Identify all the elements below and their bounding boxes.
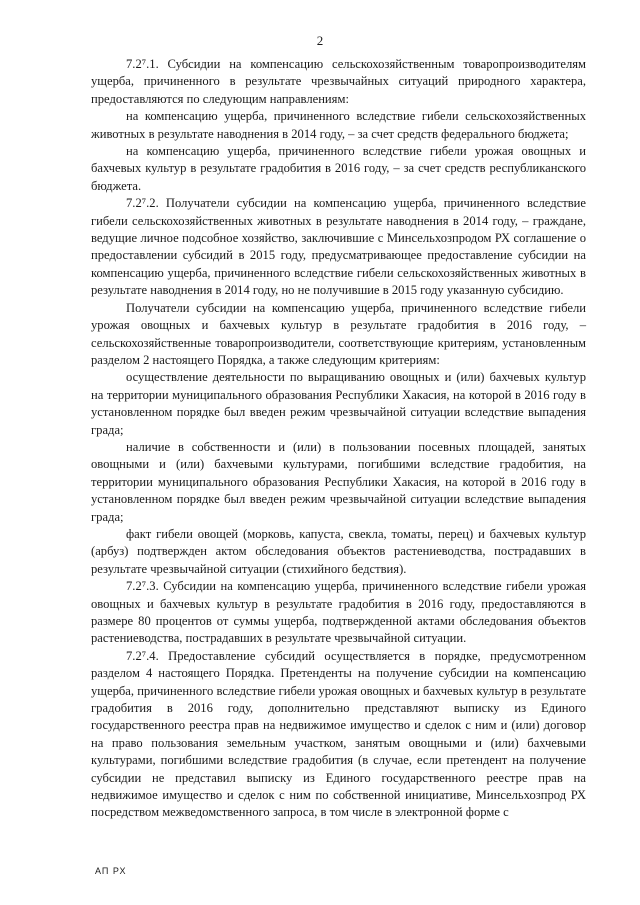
paragraph-7-2-7-3-amount: 7.2⁷.3. Субсидии на компенсацию ущерба, причиненного вследствие гибели урожая овощных и бахчевых культур в результате градобития в 2016 году, предоставляются в размере 80 процентов от суммы ущерба, подтвержденной актами обследования объектов растениеводства, пострадавших в результате чрезвычайной ситуации. [91,579,586,646]
paragraph-7-2-7-1-intro: 7.2⁷.1. Субсидии на компенсацию сельскохозяйственным товаропроизводителям ущерба, причиненного в результате чрезвычайных ситуаций природного характера, предоставляются по следующим направлениям: [91,57,586,106]
footer-mark: АП РХ [95,866,127,876]
paragraph-criterion-loss-fact: факт гибели овощей (морковь, капуста, свекла, томаты, перец) и бахчевых культур (арбуз) подтвержден актом обследования объектов растениеводства, пострадавших в результате чрезвычайной ситуации (стихийного бедствия). [91,526,586,576]
paragraph-criterion-activity: осуществление деятельности по выращиванию овощных и (или) бахчевых культур на территории муниципального образования Республики Хакасия, на которой в 2016 году в установленном порядке был введен режим чрезвычайной ситуации вследствие выпадения града; [91,370,586,437]
paragraph-direction-crops: на компенсацию ущерба, причиненного вследствие гибели урожая овощных и бахчевых культур в результате градобития в 2016 году, – за счет средств республиканского бюджета. [91,144,586,193]
paragraph-7-2-7-2-recipients: 7.2⁷.2. Получатели субсидии на компенсацию ущерба, причиненного вследствие гибели сельскохозяйственных животных в результате наводнения в 2014 году, – граждане, ведущие личное подсобное хозяйство, заключившие с Минсельхозпродом РХ соглашение о предоставлении субсидий в 2015 году, предусматривающее предоставление субсидии на компенсацию ущерба, причиненного вследствие гибели сельскохозяйственных животных в результате наводнения в 2014 году, но не получившие в 2015 году указанную субсидию. [91,196,586,298]
paragraph-recipients-crops: Получатели субсидии на компенсацию ущерба, причиненного вследствие гибели урожая овощных и бахчевых культур в результате градобития в 2016 году, – сельскохозяйственные товаропроизводители, соответствующие критериям, установленным разделом 2 настоящего Порядка, а также следующим критериям: [91,300,586,367]
document-body [91,56,586,822]
paragraph-direction-animals: на компенсацию ущерба, причиненного вследствие гибели сельскохозяйственных животных в результате наводнения в 2014 году, – за счет средств федерального бюджета; [91,109,586,141]
paragraph-7-2-7-4-procedure: 7.2⁷.4. Предоставление субсидий осуществляется в порядке, предусмотренном разделом 4 настоящего Порядка. Претенденты на получение субсидии на компенсацию ущерба, причиненного вследствие гибели урожая овощных и бахчевых культур в результате градобития в 2016 году, дополнительно представляют выписку из Единого государственного реестра прав на недвижимое имущество и сделок с ним и (или) договор на право пользования земельным участком, занятым овощными и (или) бахчевыми культурами, погибшими вследствие градобития (в случае, если претендент на получение субсидии не представил выписку из Единого государственного реестре прав на недвижимое имущество и сделок с ним по собственной инициативе, Минсельхозпрод РХ посредством межведомственного запроса, в том числе в электронной форме с [91,648,586,820]
page-number: 2 [316,33,324,48]
paragraph-criterion-land: наличие в собственности и (или) в пользовании посевных площадей, занятых овощными и (или) бахчевыми культурами, погибшими вследствие градобития, на территории муниципального образования Республики Хакасия, на которой в 2016 году в установленном порядке был введен режим чрезвычайной ситуации вследствие выпадения града; [91,439,586,524]
